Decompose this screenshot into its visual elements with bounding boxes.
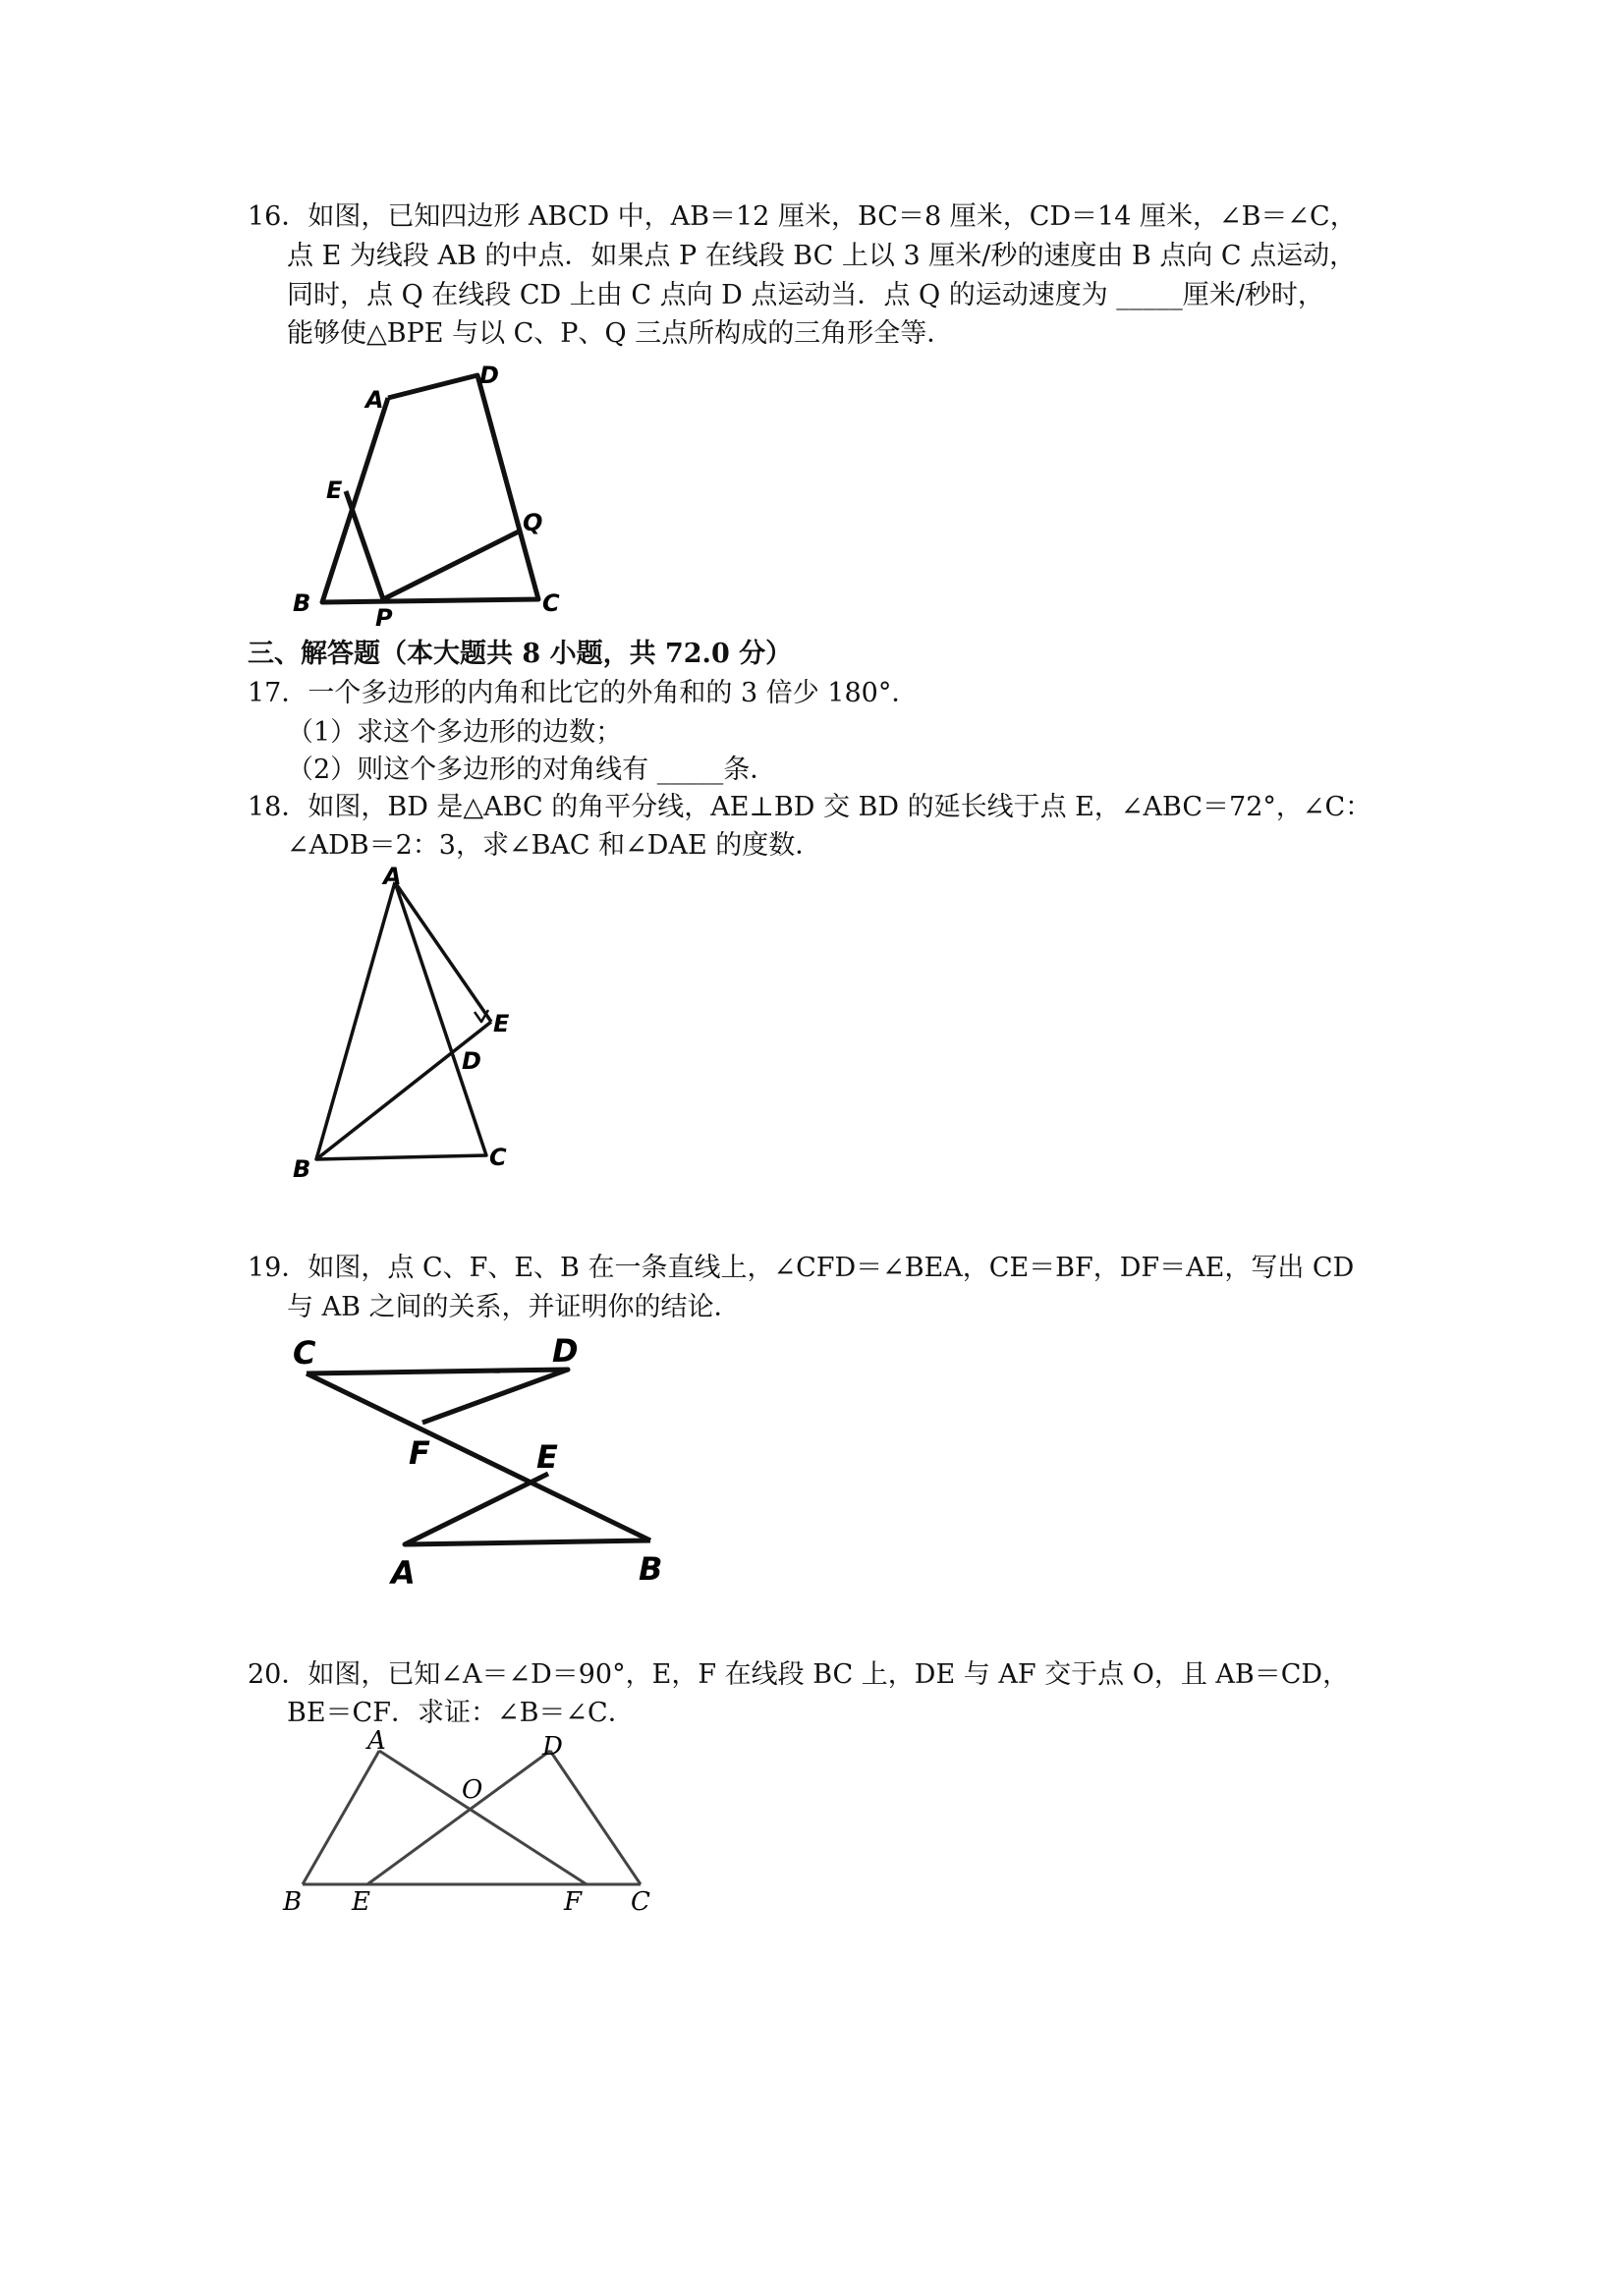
q20-label-o: O xyxy=(462,1775,483,1805)
q16-label-p: P xyxy=(375,604,393,629)
q20-line-2: BE＝CF．求证：∠B＝∠C． xyxy=(287,1698,635,1728)
q16-label-d: D xyxy=(479,362,499,389)
q20-label-e: E xyxy=(352,1887,370,1914)
q17-part-2: （2）则这个多边形的对角线有 _____条． xyxy=(287,755,777,785)
q16-label-a: A xyxy=(365,386,384,414)
q17-part-1: （1）求这个多边形的边数； xyxy=(287,717,623,748)
right-angle-mark xyxy=(475,1010,488,1022)
segment-cb xyxy=(307,1373,650,1540)
segment-ep xyxy=(346,491,383,599)
segment-de xyxy=(367,1751,550,1884)
quadrilateral-abcd xyxy=(322,375,538,602)
q20-line-1: 20．如图，已知∠A＝∠D＝90°，E，F 在线段 BC 上，DE 与 AF 交于点 O，且 AB＝CD， xyxy=(248,1659,1350,1690)
q16-label-q: Q xyxy=(523,509,543,536)
q20-figure xyxy=(277,1727,670,1914)
q16-label-b: B xyxy=(293,589,311,617)
q18-figure xyxy=(285,865,540,1179)
q18-label-d: D xyxy=(462,1047,481,1075)
q19-label-f: F xyxy=(409,1434,430,1472)
q20-label-a: A xyxy=(367,1727,386,1756)
section-3-heading: 三、解答题（本大题共 8 小题，共 72.0 分） xyxy=(248,639,793,669)
triangle-abc xyxy=(316,882,486,1159)
segment-af xyxy=(379,1751,587,1884)
q16-label-e: E xyxy=(326,476,343,504)
q20-label-d: D xyxy=(542,1732,563,1762)
segment-pq xyxy=(383,531,521,599)
q16-line-2: 点 E 为线段 AB 的中点．如果点 P 在线段 BC 上以 3 厘米/秒的速度由 B 点向 C 点运动， xyxy=(287,241,1357,271)
q16-figure xyxy=(285,354,589,629)
q16-line-3: 同时，点 Q 在线段 CD 上由 C 点向 D 点运动当．点 Q 的运动速度为 _____厘米/秒时， xyxy=(287,280,1324,310)
q19-line-2: 与 AB 之间的关系，并证明你的结论． xyxy=(287,1292,741,1322)
q19-label-d: D xyxy=(552,1332,579,1370)
q19-label-a: A xyxy=(391,1554,416,1592)
q20-label-c: C xyxy=(631,1887,650,1914)
q19-label-e: E xyxy=(536,1438,558,1476)
q19-label-b: B xyxy=(639,1550,663,1588)
q19-label-c: C xyxy=(293,1334,316,1372)
q20-label-b: B xyxy=(283,1887,303,1914)
segments-ba-ae xyxy=(405,1474,650,1544)
q16-line-1: 16．如图，已知四边形 ABCD 中，AB＝12 厘米，BC＝8 厘米，CD＝14 厘米，∠B＝∠C， xyxy=(248,201,1357,232)
q18-label-e: E xyxy=(493,1010,510,1037)
q19-line-1: 19．如图，点 C、F、E、B 在一条直线上，∠CFD＝∠BEA，CE＝BF，DF＝AE，写出 CD xyxy=(248,1253,1355,1283)
q16-label-c: C xyxy=(542,589,560,617)
q16-line-4: 能够使△BPE 与以 C、P、Q 三点所构成的三角形全等． xyxy=(287,318,954,349)
q18-line-1: 18．如图，BD 是△ABC 的角平分线，AE⊥BD 交 BD 的延长线于点 E，∠ABC＝72°，∠C： xyxy=(248,792,1372,822)
q18-line-2: ∠ADB＝2：3，求∠BAC 和∠DAE 的度数． xyxy=(287,830,822,861)
q20-label-f: F xyxy=(564,1887,583,1914)
segment-ae xyxy=(395,882,491,1022)
q19-figure xyxy=(285,1326,698,1592)
segment-ba xyxy=(303,1751,379,1884)
q17-line-1: 17．一个多边形的内角和比它的外角和的 3 倍少 180°． xyxy=(248,678,919,708)
q18-label-b: B xyxy=(293,1155,311,1179)
q18-label-a: A xyxy=(383,865,402,890)
q18-label-c: C xyxy=(489,1144,507,1171)
segments-cd-df xyxy=(307,1370,568,1423)
segment-cd xyxy=(550,1751,641,1884)
